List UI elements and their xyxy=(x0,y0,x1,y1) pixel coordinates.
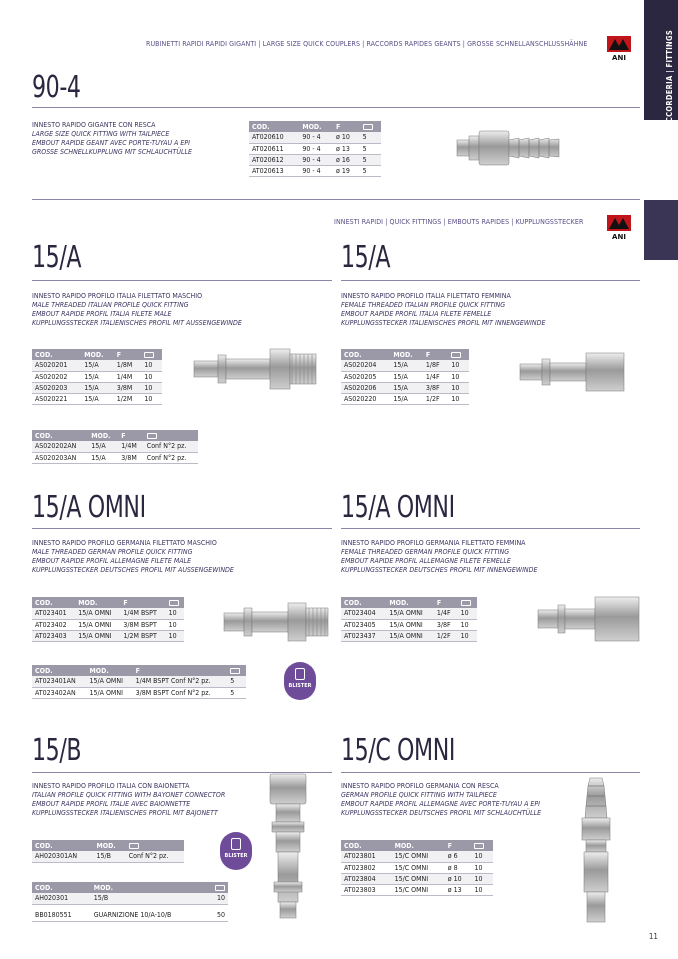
table-row: AS020201 15/A 1/8M 10 xyxy=(32,360,162,371)
divider xyxy=(341,280,640,281)
product-description: INNESTO RAPIDO PROFILO ITALIA CON BAIONETTA ITALIAN PROFILE QUICK FITTING WITH BAYONET CONNECTOR EMBOUT RAPIDE PROFIL ITALIE AVEC BAIONNETTE KUPPLUNGSSTECKER ITALIENISCHES PROFIL MIT BAJONETT xyxy=(32,782,226,817)
fitting-image xyxy=(262,772,316,922)
side-tab-secondary xyxy=(644,200,678,260)
section-title: 15/B xyxy=(32,733,82,768)
product-description: INNESTO RAPIDO PROFILO ITALIA FILETTATO FEMMINA FEMALE THREADED ITALIAN PROFILE QUICK FITTING EMBOUT RAPIDE PROFIL ITALIA FILETE FEMELLE KUPPLUNGSSTECKER ITALIENISCHES PROFIL MIT INNENGEWINDE xyxy=(341,292,546,327)
product-table: COD. MOD. F AS020202AN 15/A 1/4M Conf N°2 pz. AS020203AN 15/A 3/8M Conf N°2 pz. xyxy=(32,430,198,464)
box-icon xyxy=(147,433,157,439)
fitting-image xyxy=(222,600,332,644)
table-row: AS020202 15/A 1/4M 10 xyxy=(32,371,162,382)
logo-text: ANI xyxy=(612,233,626,241)
box-icon xyxy=(363,124,373,130)
box-icon xyxy=(230,668,240,674)
product-table: COD. MOD. F AT020610 90 - 4 ø 10 5 AT020611 90 - 4 ø 13 5 AT020612 90 - 4 ø 16 5 AT020613 90 - 4 ø 19 5 xyxy=(249,121,381,177)
product-description: INNESTO RAPIDO PROFILO GERMANIA FILETTATO FEMMINA FEMALE THREADED GERMAN PROFILE QUICK FITTING EMBOUT RAPIDE PROFIL ALLEMAGNE FILETE FEMELLE KUPPLUNGSSTECKER DEUTSCHES PROFIL MIT INNENGEWINDE xyxy=(341,539,538,574)
logo-text: ANI xyxy=(612,54,626,62)
box-icon xyxy=(129,843,139,849)
product-table: COD. MOD. F AT023801 15/C OMNI ø 6 10 AT023802 15/C OMNI ø 8 10 AT023804 15/C OMNI ø 10 10 AT023803 15/C OMNI ø 13 10 xyxy=(341,840,493,896)
divider xyxy=(32,528,332,529)
table-row: AT023401 15/A OMNI 1/4M BSPT 10 xyxy=(32,608,184,619)
table-row: AS020221 15/A 1/2M 10 xyxy=(32,393,162,404)
table-row: AS020204 15/A 1/8F 10 xyxy=(341,360,469,371)
fitting-image xyxy=(576,776,616,926)
side-tab xyxy=(644,0,678,134)
fitting-image xyxy=(518,350,628,394)
brand-logo xyxy=(605,213,633,241)
blister-badge: BLISTER xyxy=(284,662,316,700)
brand-logo xyxy=(605,34,633,62)
product-description: INNESTO RAPIDO GIGANTE CON RESCA LARGE SIZE QUICK FITTING WITH TAILPIECE EMBOUT RAPIDE GEANT AVEC PORTE-TUYAU A EPI GROSSE SCHNELLKUPPLUNG MIT SCHLAUCHTÜLLE xyxy=(32,121,192,156)
section-title: 15/A xyxy=(32,240,82,275)
divider xyxy=(32,280,332,281)
table-row: AS020220 15/A 1/2F 10 xyxy=(341,393,469,404)
section-header: RUBINETTI RAPIDI RAPIDI GIGANTI | LARGE SIZE QUICK COUPLERS | RACCORDS RAPIDES GEANTS | GROSSE SCHNELLANSCHLUSSHÄHNE xyxy=(146,40,588,48)
section-header: INNESTI RAPIDI | QUICK FITTINGS | EMBOUTS RAPIDES | KUPPLUNGSSTECKER xyxy=(334,218,584,226)
product-table: COD. MOD. F AT023401 15/A OMNI 1/4M BSPT 10 AT023402 15/A OMNI 3/8M BSPT 10 AT023403 15/A OMNI 1/2M BSPT 10 xyxy=(32,597,184,642)
fitting-image xyxy=(455,126,565,170)
table-row: BB0180551 GUARNIZIONE 10/A-10/B 50 xyxy=(32,910,228,921)
product-table: COD. MOD. F AT023404 15/A OMNI 1/4F 10 AT023405 15/A OMNI 3/8F 10 AT023437 15/A OMNI 1/2F 10 xyxy=(341,597,477,642)
side-tab-label: RACCORDERIA | FITTINGS xyxy=(665,30,674,134)
section-title: 15/A OMNI xyxy=(341,490,455,525)
blister-icon xyxy=(231,838,241,850)
product-description: INNESTO RAPIDO PROFILO GERMANIA CON RESCA GERMAN PROFILE QUICK FITTING WITH TAILPIECE EMBOUT RAPIDE PROFIL ALLEMAGNE AVEC PORTE-TUYAU A EPI KUPPLUNGSSTECKER DEUTSCHES PROFIL MIT SCHLAUCHTÜLLE xyxy=(341,782,542,817)
divider xyxy=(341,772,640,773)
product-table: COD. MOD. AH020301 15/B 10 BB0180551 GUARNIZIONE 10/A-10/B 50 xyxy=(32,882,228,922)
box-icon xyxy=(169,600,179,606)
table-row: AS020205 15/A 1/4F 10 xyxy=(341,371,469,382)
product-table: COD. MOD. F AS020204 15/A 1/8F 10 AS020205 15/A 1/4F 10 AS020206 15/A 3/8F 10 AS020220 15/A 1/2F 10 xyxy=(341,349,469,405)
table-row: AH020301 15/B 10 xyxy=(32,893,228,904)
table-row: AT023402AN 15/A OMNI 3/8M BSPT Conf N°2 pz. 5 xyxy=(32,687,246,698)
divider xyxy=(341,528,640,529)
product-table: COD. MOD. AH020301AN 15/B Conf N°2 pz. xyxy=(32,840,184,863)
product-description: INNESTO RAPIDO PROFILO GERMANIA FILETTATO MASCHIO MALE THREADED GERMAN PROFILE QUICK FITTING EMBOUT RAPIDE PROFIL ALLEMAGNE FILETE MALE KUPPLUNGSSTECKER DEUTSCHES PROFIL MIT AUSSENGEWINDE xyxy=(32,539,234,574)
section-title: 15/A xyxy=(341,240,391,275)
table-row: AS020203AN 15/A 3/8M Conf N°2 pz. xyxy=(32,452,198,463)
box-icon xyxy=(461,600,471,606)
table-row: AT023404 15/A OMNI 1/4F 10 xyxy=(341,608,477,619)
box-icon xyxy=(215,885,225,891)
box-icon xyxy=(474,843,484,849)
blister-badge: BLISTER xyxy=(220,832,252,870)
table-row: AT023801 15/C OMNI ø 6 10 xyxy=(341,851,493,862)
section-title: 15/C OMNI xyxy=(341,733,456,768)
table-row: AT020613 90 - 4 ø 19 5 xyxy=(249,165,381,176)
product-table: COD. MOD. F AS020201 15/A 1/8M 10 AS020202 15/A 1/4M 10 AS020203 15/A 3/8M 10 AS020221 15/A 1/2M 10 xyxy=(32,349,162,405)
table-row: AT023402 15/A OMNI 3/8M BSPT 10 xyxy=(32,619,184,630)
table-row: AT023802 15/C OMNI ø 8 10 xyxy=(341,862,493,873)
fitting-image xyxy=(536,594,642,644)
divider xyxy=(32,199,640,200)
product-description: INNESTO RAPIDO PROFILO ITALIA FILETTATO MASCHIO MALE THREADED ITALIAN PROFILE QUICK FITTING EMBOUT RAPIDE PROFIL ITALIA FILETE MALE KUPPLUNGSSTECKER ITALIENISCHES PROFIL MIT AUSSENGEWINDE xyxy=(32,292,242,327)
table-row: AT023401AN 15/A OMNI 1/4M BSPT Conf N°2 pz. 5 xyxy=(32,676,246,687)
table-row: AT023405 15/A OMNI 3/8F 10 xyxy=(341,619,477,630)
table-row: AS020206 15/A 3/8F 10 xyxy=(341,382,469,393)
table-row: AS020203 15/A 3/8M 10 xyxy=(32,382,162,393)
table-row: AT020611 90 - 4 ø 13 5 xyxy=(249,143,381,154)
section-title: 90-4 xyxy=(32,70,81,105)
table-row: AS020202AN 15/A 1/4M Conf N°2 pz. xyxy=(32,441,198,452)
table-row: AT020610 90 - 4 ø 10 5 xyxy=(249,132,381,143)
table-row: AT023803 15/C OMNI ø 13 10 xyxy=(341,884,493,895)
table-row: AT023403 15/A OMNI 1/2M BSPT 10 xyxy=(32,630,184,641)
product-table: COD. MOD. F AT023401AN 15/A OMNI 1/4M BSPT Conf N°2 pz. 5 AT023402AN 15/A OMNI 3/8M BSPT Conf N°2 pz. 5 xyxy=(32,665,246,699)
table-row: AT020612 90 - 4 ø 16 5 xyxy=(249,154,381,165)
box-icon xyxy=(451,352,461,358)
blister-icon xyxy=(295,668,305,680)
table-row: AT023437 15/A OMNI 1/2F 10 xyxy=(341,630,477,641)
box-icon xyxy=(144,352,154,358)
page-number: 11 xyxy=(648,932,658,941)
fitting-image xyxy=(192,345,322,393)
section-title: 15/A OMNI xyxy=(32,490,146,525)
table-row: AH020301AN 15/B Conf N°2 pz. xyxy=(32,851,184,862)
table-row: AT023804 15/C OMNI ø 10 10 xyxy=(341,873,493,884)
divider xyxy=(32,107,640,108)
